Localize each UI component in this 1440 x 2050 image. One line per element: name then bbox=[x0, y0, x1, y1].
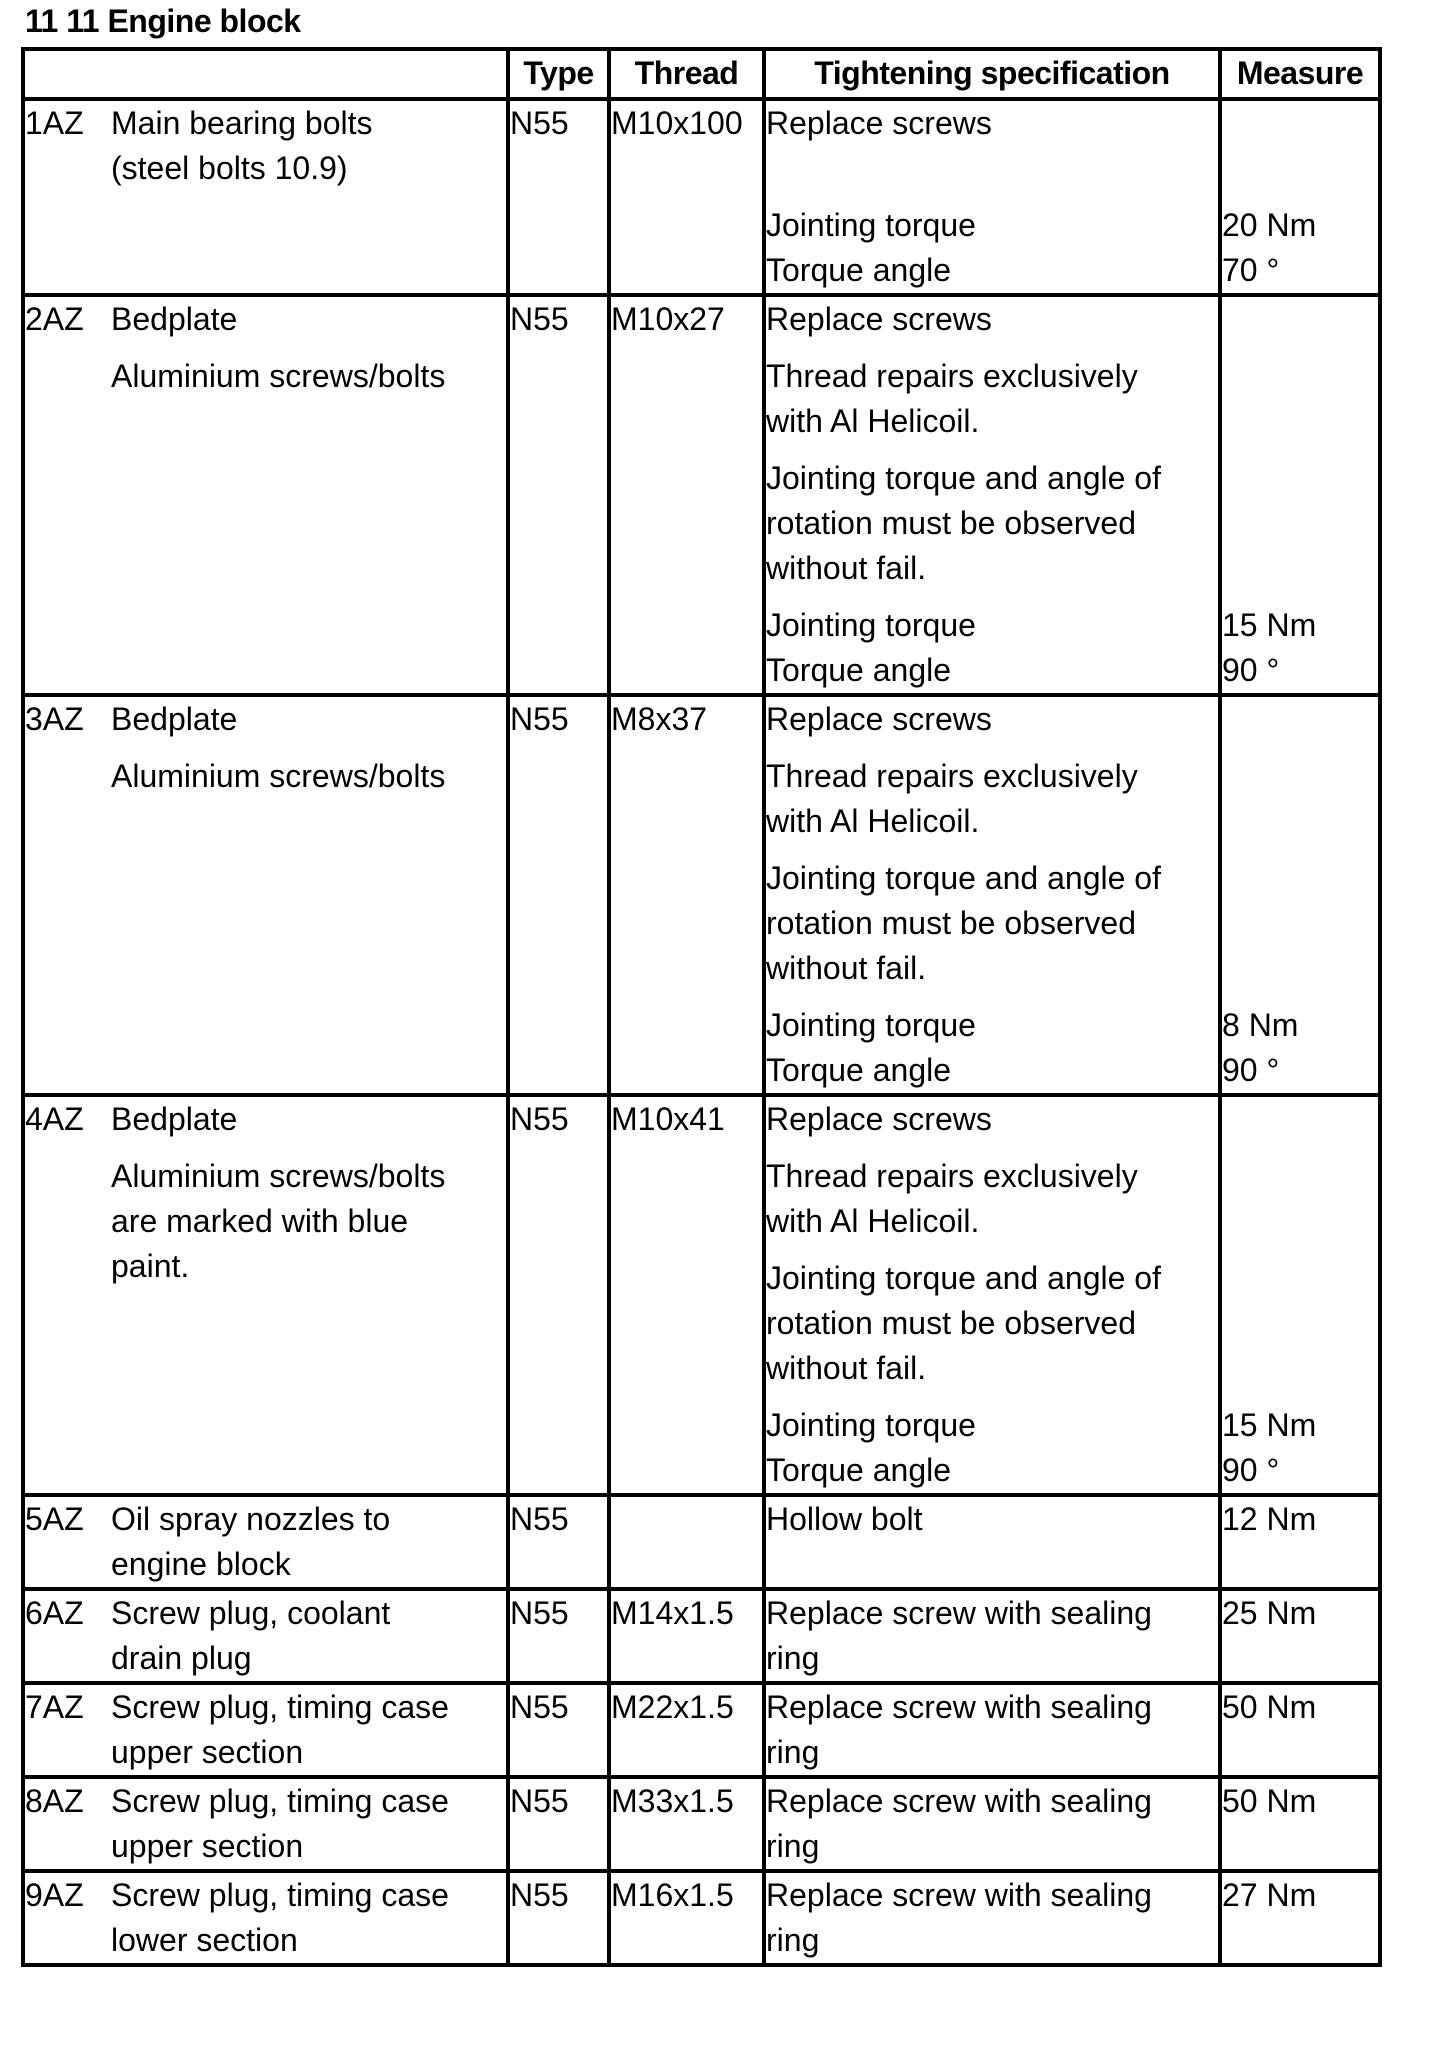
measure-value bbox=[1222, 297, 1378, 342]
header-type: Type bbox=[508, 49, 609, 99]
spec-line: Jointing torque bbox=[766, 607, 976, 643]
measure-value bbox=[1222, 946, 1378, 991]
measure-cell bbox=[1220, 1589, 1380, 1683]
tightening-spec-cell bbox=[764, 1589, 1220, 1683]
table-row bbox=[23, 1871, 1380, 1965]
type-cell: N55 bbox=[508, 295, 609, 695]
spec-line: Jointing torque and angle of bbox=[766, 860, 1161, 896]
measure-value bbox=[1222, 754, 1378, 799]
spec-line: Hollow bolt bbox=[766, 1501, 923, 1537]
measure-value: 25 Nm bbox=[1222, 1595, 1317, 1631]
spec-line: without fail. bbox=[766, 1350, 927, 1386]
item-description bbox=[111, 1097, 445, 1289]
thread-cell: M10x27 bbox=[609, 295, 764, 695]
spec-line: rotation must be observed bbox=[766, 1305, 1136, 1341]
tightening-spec-cell bbox=[764, 99, 1220, 295]
spec-line: Replace screws bbox=[766, 701, 992, 737]
item-description bbox=[111, 297, 445, 399]
spacer bbox=[766, 146, 1218, 203]
measure-value: 15 Nm bbox=[1222, 1407, 1317, 1443]
item-code: 6AZ bbox=[25, 1595, 84, 1631]
spec-line: ring bbox=[766, 1640, 820, 1676]
measure-value: 70 ° bbox=[1222, 252, 1280, 288]
description-line: engine block bbox=[111, 1546, 291, 1582]
measure-value bbox=[1222, 501, 1378, 546]
type-cell: N55 bbox=[508, 1683, 609, 1777]
measure-value: 12 Nm bbox=[1222, 1501, 1317, 1537]
measure-value bbox=[1222, 856, 1378, 901]
tightening-spec-cell bbox=[764, 1495, 1220, 1589]
item-cell bbox=[23, 695, 508, 1095]
measure-value: 90 ° bbox=[1222, 1052, 1280, 1088]
description-line: Screw plug, timing case bbox=[111, 1877, 449, 1913]
spec-line: Torque angle bbox=[766, 1052, 952, 1088]
description-line: Oil spray nozzles to bbox=[111, 1501, 391, 1537]
measure-cell bbox=[1220, 1683, 1380, 1777]
measure-cell bbox=[1220, 99, 1380, 295]
spec-line: rotation must be observed bbox=[766, 905, 1136, 941]
type-cell: N55 bbox=[508, 1095, 609, 1495]
description-line: Bedplate bbox=[111, 1101, 238, 1137]
spec-line: Jointing torque and angle of bbox=[766, 460, 1161, 496]
spec-line: Replace screw with sealing bbox=[766, 1689, 1152, 1725]
item-description bbox=[111, 1591, 390, 1681]
description-line: Screw plug, timing case bbox=[111, 1689, 449, 1725]
item-code: 9AZ bbox=[25, 1877, 84, 1913]
measure-value bbox=[1222, 146, 1378, 203]
item-cell bbox=[23, 1095, 508, 1495]
engine-block-spec-table bbox=[21, 47, 1382, 1967]
spec-line: Jointing torque and angle of bbox=[766, 1260, 1161, 1296]
measure-value bbox=[1222, 1097, 1378, 1142]
item-description bbox=[111, 1873, 449, 1963]
tightening-spec-cell bbox=[764, 695, 1220, 1095]
description-line: are marked with blue bbox=[111, 1203, 409, 1239]
page-title: 11 11 Engine block bbox=[25, 3, 301, 39]
description-line: Screw plug, timing case bbox=[111, 1783, 449, 1819]
table-row bbox=[23, 99, 1380, 295]
table-header-row bbox=[23, 49, 1380, 99]
item-description bbox=[111, 1497, 390, 1587]
item-cell bbox=[23, 99, 508, 295]
spec-line: Jointing torque bbox=[766, 1407, 976, 1443]
measure-value bbox=[1222, 1199, 1378, 1244]
item-cell bbox=[23, 1871, 508, 1965]
description-line: Aluminium screws/bolts bbox=[111, 1158, 446, 1194]
spec-line: Torque angle bbox=[766, 1452, 952, 1488]
item-code: 8AZ bbox=[25, 1783, 84, 1819]
thread-cell: M33x1.5 bbox=[609, 1777, 764, 1871]
description-line: Bedplate bbox=[111, 701, 238, 737]
description-line: upper section bbox=[111, 1734, 304, 1770]
header-thread: Thread bbox=[609, 49, 764, 99]
item-cell bbox=[23, 1495, 508, 1589]
measure-value bbox=[1222, 697, 1378, 742]
measure-value bbox=[1222, 1301, 1378, 1346]
spec-line: Replace screw with sealing bbox=[766, 1595, 1152, 1631]
item-cell bbox=[23, 1777, 508, 1871]
measure-value bbox=[1222, 456, 1378, 501]
measure-value: 50 Nm bbox=[1222, 1689, 1317, 1725]
measure-cell bbox=[1220, 1871, 1380, 1965]
tightening-spec-cell bbox=[764, 1683, 1220, 1777]
measure-cell bbox=[1220, 695, 1380, 1095]
type-cell: N55 bbox=[508, 695, 609, 1095]
spec-line: without fail. bbox=[766, 950, 927, 986]
measure-value: 50 Nm bbox=[1222, 1783, 1317, 1819]
spec-line: Jointing torque bbox=[766, 207, 976, 243]
type-cell: N55 bbox=[508, 99, 609, 295]
item-description bbox=[111, 1685, 449, 1775]
thread-cell: M8x37 bbox=[609, 695, 764, 1095]
spec-line: Torque angle bbox=[766, 652, 952, 688]
header-tightening-specification: Tightening specification bbox=[764, 49, 1220, 99]
item-description bbox=[111, 1779, 449, 1869]
description-line: Screw plug, coolant bbox=[111, 1595, 391, 1631]
thread-cell: M10x41 bbox=[609, 1095, 764, 1495]
tightening-spec-cell bbox=[764, 1871, 1220, 1965]
type-cell: N55 bbox=[508, 1495, 609, 1589]
item-code: 3AZ bbox=[25, 701, 84, 737]
measure-cell bbox=[1220, 1495, 1380, 1589]
spec-line: rotation must be observed bbox=[766, 505, 1136, 541]
spec-line: Thread repairs exclusively bbox=[766, 758, 1138, 794]
item-code: 4AZ bbox=[25, 1101, 84, 1137]
thread-cell: M10x100 bbox=[609, 99, 764, 295]
description-line: Bedplate bbox=[111, 301, 238, 337]
tightening-spec-cell bbox=[764, 295, 1220, 695]
description-line: (steel bolts 10.9) bbox=[111, 150, 348, 186]
spec-line: with Al Helicoil. bbox=[766, 803, 980, 839]
spec-line: Replace screws bbox=[766, 1101, 992, 1137]
spec-line: Replace screws bbox=[766, 105, 992, 141]
measure-value: 20 Nm bbox=[1222, 207, 1317, 243]
item-description bbox=[111, 697, 445, 799]
spec-line: ring bbox=[766, 1922, 820, 1958]
spec-line: Jointing torque bbox=[766, 1007, 976, 1043]
description-line: paint. bbox=[111, 1248, 190, 1284]
type-cell: N55 bbox=[508, 1777, 609, 1871]
measure-value: 90 ° bbox=[1222, 652, 1280, 688]
description-line: Aluminium screws/bolts bbox=[111, 758, 446, 794]
spec-line: ring bbox=[766, 1734, 820, 1770]
spec-line: Replace screws bbox=[766, 301, 992, 337]
table-row bbox=[23, 1095, 1380, 1495]
tightening-spec-cell bbox=[764, 1777, 1220, 1871]
spec-line: with Al Helicoil. bbox=[766, 1203, 980, 1239]
thread-cell bbox=[609, 1495, 764, 1589]
spec-line: ring bbox=[766, 1828, 820, 1864]
measure-value bbox=[1222, 354, 1378, 399]
table-row bbox=[23, 1589, 1380, 1683]
measure-value bbox=[1222, 901, 1378, 946]
measure-cell bbox=[1220, 1095, 1380, 1495]
item-code: 7AZ bbox=[25, 1689, 84, 1725]
measure-value: 90 ° bbox=[1222, 1452, 1280, 1488]
measure-value bbox=[1222, 799, 1378, 844]
thread-cell: M16x1.5 bbox=[609, 1871, 764, 1965]
measure-value bbox=[1222, 1256, 1378, 1301]
spec-line: without fail. bbox=[766, 550, 927, 586]
item-cell bbox=[23, 1683, 508, 1777]
table-row bbox=[23, 1495, 1380, 1589]
description-line: drain plug bbox=[111, 1640, 252, 1676]
thread-cell: M22x1.5 bbox=[609, 1683, 764, 1777]
spec-line: with Al Helicoil. bbox=[766, 403, 980, 439]
type-cell: N55 bbox=[508, 1589, 609, 1683]
table-row bbox=[23, 695, 1380, 1095]
measure-value: 8 Nm bbox=[1222, 1007, 1299, 1043]
measure-value bbox=[1222, 1346, 1378, 1391]
description-line: upper section bbox=[111, 1828, 304, 1864]
spec-line: Thread repairs exclusively bbox=[766, 358, 1138, 394]
description-line: Aluminium screws/bolts bbox=[111, 358, 446, 394]
thread-cell: M14x1.5 bbox=[609, 1589, 764, 1683]
spec-line: Torque angle bbox=[766, 252, 952, 288]
measure-value bbox=[1222, 546, 1378, 591]
item-description bbox=[111, 101, 372, 191]
item-code: 5AZ bbox=[25, 1501, 84, 1537]
spec-line: Replace screw with sealing bbox=[766, 1783, 1152, 1819]
item-cell bbox=[23, 295, 508, 695]
table-row bbox=[23, 295, 1380, 695]
table-row bbox=[23, 1777, 1380, 1871]
item-cell bbox=[23, 1589, 508, 1683]
measure-value bbox=[1222, 101, 1378, 146]
table-row bbox=[23, 1683, 1380, 1777]
spec-line: Replace screw with sealing bbox=[766, 1877, 1152, 1913]
measure-value bbox=[1222, 1154, 1378, 1199]
header-measure: Measure bbox=[1220, 49, 1380, 99]
measure-value: 15 Nm bbox=[1222, 607, 1317, 643]
measure-value: 27 Nm bbox=[1222, 1877, 1317, 1913]
header-item bbox=[23, 49, 508, 99]
measure-cell bbox=[1220, 295, 1380, 695]
tightening-spec-cell bbox=[764, 1095, 1220, 1495]
measure-cell bbox=[1220, 1777, 1380, 1871]
measure-value bbox=[1222, 399, 1378, 444]
item-code: 1AZ bbox=[25, 105, 84, 141]
item-code: 2AZ bbox=[25, 301, 84, 337]
description-line: lower section bbox=[111, 1922, 298, 1958]
spec-line: Thread repairs exclusively bbox=[766, 1158, 1138, 1194]
description-line: Main bearing bolts bbox=[111, 105, 373, 141]
type-cell: N55 bbox=[508, 1871, 609, 1965]
